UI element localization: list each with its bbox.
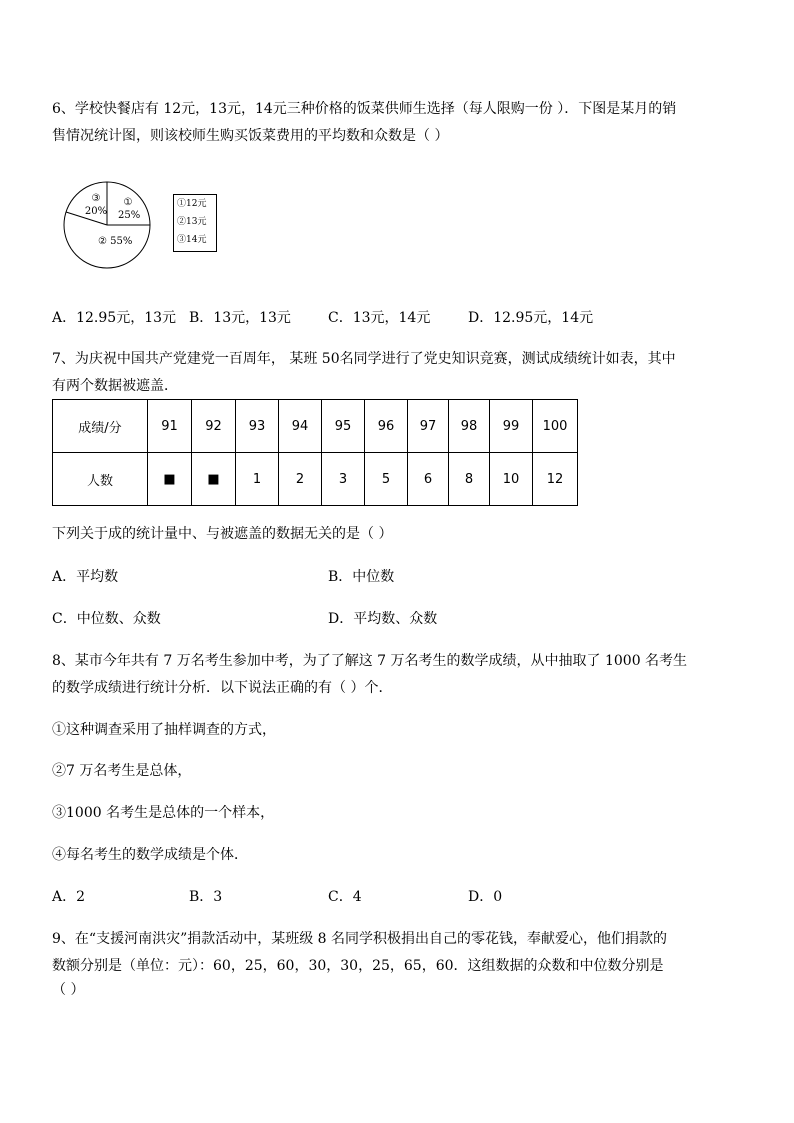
q9-text-line2: 数额分别是（单位：元）：60，25，60，30，30，25，65，60．这组数据的众数和中位数分别是	[52, 958, 664, 974]
pie-slice-label-3	[84, 192, 108, 218]
q6-option-a: A．12.95元，13元	[52, 310, 177, 326]
table-cell: 99	[490, 400, 533, 453]
table-cell: 95	[322, 400, 365, 453]
table-cell: 94	[279, 400, 322, 453]
pie-slice-label-2-text: ② 55%	[98, 236, 133, 247]
table-cell: 91	[148, 400, 192, 453]
pie-slice-label-3-text: ③ 20%	[84, 193, 108, 217]
table-cell: 8	[449, 453, 490, 506]
legend-item-2: ②13元	[177, 217, 207, 227]
q7-text-line1: 7、为庆祝中国共产党建党一百周年， 某班 50名同学进行了党史知识竞赛，测试成绩统计如表，其中	[52, 351, 676, 367]
table-cell: 100	[533, 400, 578, 453]
q8-statement-4: ④每名考生的数学成绩是个体．	[52, 847, 248, 863]
table-cell-covered: ■	[148, 453, 192, 506]
q8-option-d: D．0	[468, 889, 503, 905]
q9-text-line1: 9、在“支援河南洪灾”捐款活动中，某班级 8 名同学积极捐出自己的零花钱，奉献爱心，他们捐款的	[52, 931, 668, 947]
q7-prompt: 下列关于成的统计量中、与被遮盖的数据无关的是（ ）	[52, 526, 393, 542]
q6-option-d: D．12.95元，14元	[468, 310, 594, 326]
pie-legend	[173, 194, 217, 252]
table-header-score: 成绩/分	[53, 400, 148, 453]
table-header-count: 人数	[53, 453, 148, 506]
legend-item-3: ③14元	[177, 235, 207, 245]
table-cell: 97	[408, 400, 449, 453]
q8-option-a: A．2	[52, 889, 86, 905]
q9-text-line3: （ ）	[52, 982, 85, 998]
pie-slice-label-2	[98, 236, 132, 247]
table-cell: 10	[490, 453, 533, 506]
table-cell: 6	[408, 453, 449, 506]
q7-text-line2: 有两个数据被遮盖．	[52, 378, 178, 394]
table-cell: 93	[236, 400, 279, 453]
q6-text-line2: 售情况统计图，则该校师生购买饭菜费用的平均数和众数是（ ）	[52, 128, 449, 144]
q8-statement-3: ③1000 名考生是总体的一个样本，	[52, 805, 275, 821]
q7-option-c: C．中位数、众数	[52, 611, 161, 627]
q8-statement-2: ②7 万名考生是总体，	[52, 763, 192, 779]
table-cell: 1	[236, 453, 279, 506]
q7-option-b: B．中位数	[328, 569, 395, 585]
q8-option-c: C．4	[328, 889, 362, 905]
legend-item-1: ①12元	[177, 199, 207, 209]
table-cell: 12	[533, 453, 578, 506]
q6-option-b: B．13元，13元	[189, 310, 291, 326]
q7-option-a: A．平均数	[52, 569, 119, 585]
table-cell: 3	[322, 453, 365, 506]
pie-chart	[60, 180, 160, 270]
score-table	[52, 399, 578, 506]
q8-option-b: B．3	[189, 889, 223, 905]
pie-slice-label-1	[118, 196, 141, 222]
q6-option-c: C．13元，14元	[328, 310, 431, 326]
table-row-counts	[53, 453, 578, 506]
table-cell: 92	[192, 400, 236, 453]
table-cell: 2	[279, 453, 322, 506]
q7-option-d: D．平均数、众数	[328, 611, 438, 627]
pie-slice-label-1-text: ① 25%	[118, 197, 141, 221]
q8-statement-1: ①这种调查采用了抽样调查的方式，	[52, 722, 276, 738]
table-cell: 96	[365, 400, 408, 453]
table-cell: 5	[365, 453, 408, 506]
table-cell: 98	[449, 400, 490, 453]
table-row-scores	[53, 400, 578, 453]
table-cell-covered: ■	[192, 453, 236, 506]
q8-text-line2: 的数学成绩进行统计分析．以下说法正确的有（ ）个．	[52, 680, 393, 696]
q6-text-line1: 6、学校快餐店有 12元，13元，14元三种价格的饭菜供师生选择（每人限购一份 ）．下图是某月的销	[52, 101, 677, 117]
q8-text-line1: 8、某市今年共有 7 万名考生参加中考，为了了解这 7 万名考生的数学成绩，从中抽取了 1000 名考生	[52, 653, 688, 669]
